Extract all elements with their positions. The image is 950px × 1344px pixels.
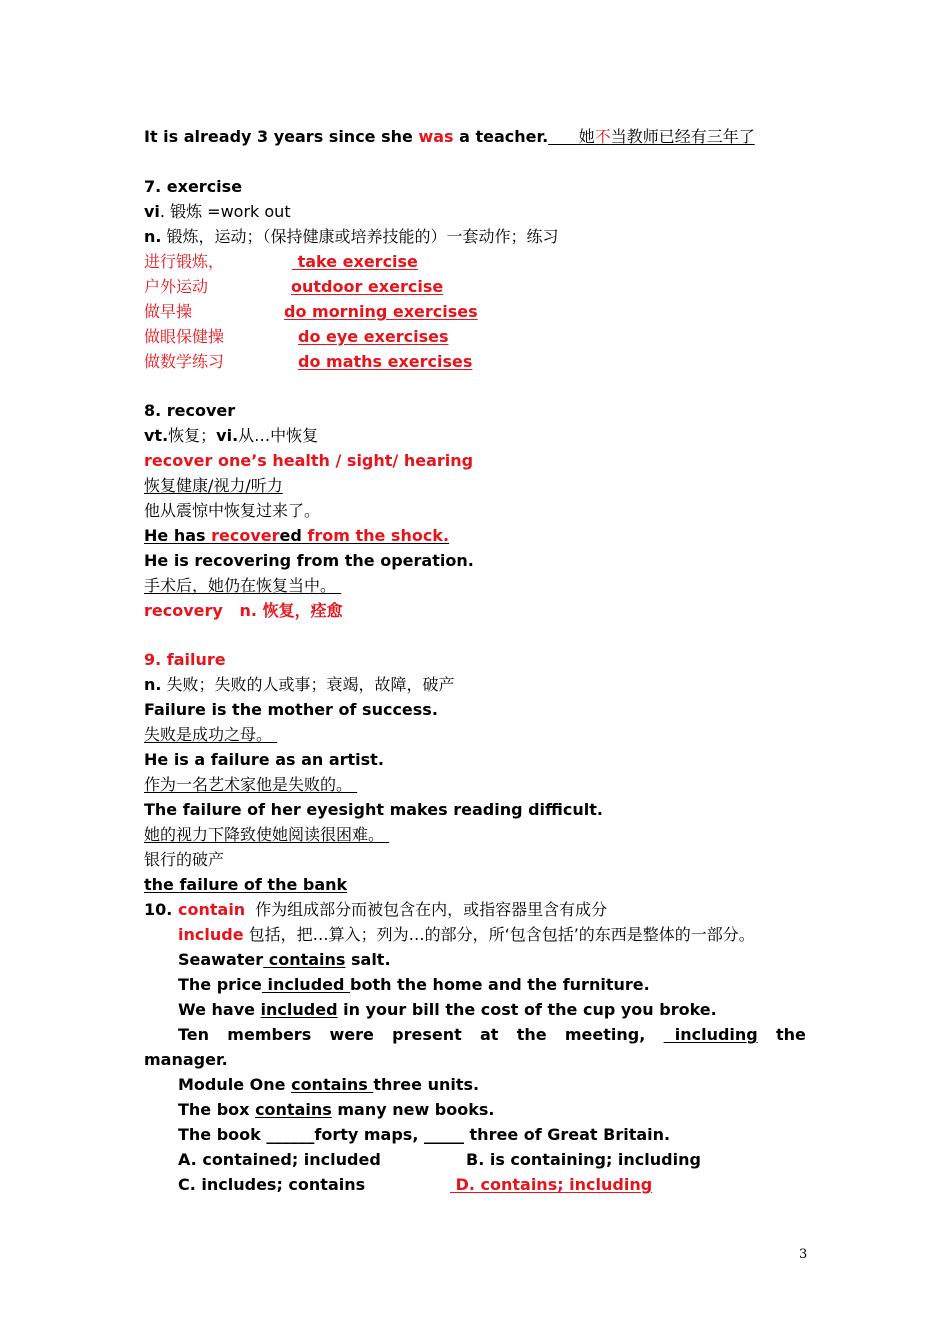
option-b: B. is containing; including (466, 1150, 701, 1169)
ex-part: many new books. (331, 1100, 495, 1119)
contain-ex5 (178, 1072, 479, 1097)
ex-keyword: contains (291, 1075, 374, 1094)
failure-ex3-zh: 她的视力下降致使她阅读很困难。 (144, 825, 390, 844)
ex4-word: were (329, 1025, 374, 1044)
contain-word: contain (178, 900, 246, 919)
ex-part: We have (178, 1000, 261, 1019)
phrase-row (144, 324, 449, 349)
option-row-1 (178, 1147, 381, 1172)
intro-zh-post: 当教师已经有三年了 (610, 127, 755, 146)
phrase-en: outdoor exercise (291, 277, 444, 296)
ex1-part-red: recover (211, 526, 280, 545)
phrase-en: do morning exercises (284, 302, 478, 321)
section-7-heading: 7. exercise (144, 177, 243, 196)
failure-ex1-en: Failure is the mother of success. (144, 700, 438, 719)
recovery-word: recovery (144, 601, 223, 620)
failure-ex2-en: He is a failure as an artist. (144, 750, 384, 769)
ex-part: The price (178, 975, 262, 994)
ex4-word: Ten (178, 1025, 210, 1044)
n-label: n. (144, 675, 162, 694)
include-def: 包括，把…算入；列为…的部分，所‘包含包括’的东西是整体的一部分。 (243, 925, 755, 944)
intro-zh-not: 不 (594, 127, 611, 146)
phrase-zh: 做眼保健操 (144, 327, 225, 346)
include-ex4-line1 (178, 1022, 806, 1047)
failure-ex2-zh: 作为一名艺术家他是失败的。 (144, 775, 358, 794)
ex4-word: present (392, 1025, 462, 1044)
ex1-part: ed (279, 526, 302, 545)
contain-def: 作为组成部分而被包含在内，或指容器里含有成分 (245, 900, 608, 919)
n-text: 锻炼，运动；（保持健康或培养技能的）一套动作；练习 (161, 227, 559, 246)
phrase-row (144, 274, 444, 299)
vt-label: vt. (144, 426, 169, 445)
n-text: 失败；失败的人或事；衰竭，故障，破产 (161, 675, 455, 694)
ex4-keyword: including (663, 1025, 758, 1044)
option-d-answer: D. contains; including (450, 1175, 653, 1194)
option-c: C. includes; contains (178, 1175, 366, 1194)
ex-keyword: included (260, 1000, 338, 1019)
phrase-row (144, 349, 473, 374)
ex4-word: the (516, 1025, 547, 1044)
contain-ex6 (178, 1097, 494, 1122)
option-a: A. contained; included (178, 1150, 381, 1169)
intro-zh-pre: 她 (578, 127, 595, 146)
section-7-vi (144, 199, 291, 224)
ex4-word: members (227, 1025, 312, 1044)
ex-keyword: contains (263, 950, 346, 969)
ex4-word: the (776, 1025, 806, 1044)
recover-ex1-en (144, 523, 449, 548)
option-row-2 (178, 1172, 365, 1197)
phrase-zh: 进行锻炼， (144, 252, 225, 271)
include-ex2 (178, 972, 650, 997)
ex1-part-red: from the shock. (301, 526, 450, 545)
recover-phrase-zh: 恢复健康/视力/听力 (144, 476, 283, 495)
failure-ex4-zh: 银行的破产 (144, 850, 225, 869)
vi-label: vi (144, 202, 160, 221)
recovery-def: n. 恢复，痊愈 (222, 601, 343, 620)
section-10-contain (144, 897, 608, 922)
n-label: n. (144, 227, 162, 246)
phrase-row (144, 299, 478, 324)
ex-part: in your bill the cost of the cup you broke. (337, 1000, 717, 1019)
include-word: include (178, 925, 244, 944)
ex-part: salt. (345, 950, 391, 969)
ex-part: The box (178, 1100, 256, 1119)
phrase-zh: 做数学练习 (144, 352, 225, 371)
section-8-heading: 8. recover (144, 401, 236, 420)
section-8-def (144, 423, 318, 448)
vi-label: vi. (216, 426, 239, 445)
recover-ex1-zh: 他从震惊中恢复过来了。 (144, 501, 321, 520)
phrase-zh: 做早操 (144, 302, 193, 321)
question: The book ______forty maps, _____ three of Great Britain. (178, 1125, 671, 1144)
vt-text: 恢复； (168, 426, 217, 445)
vi-text: . 锻炼 =work out (159, 202, 291, 221)
ex4-word: at (480, 1025, 499, 1044)
recover-ex2-en: He is recovering from the operation. (144, 551, 474, 570)
phrase-row (144, 249, 418, 274)
ex-part: Module One (178, 1075, 292, 1094)
section-9-heading: 9. failure (144, 650, 226, 669)
intro-en-post: a teacher. (453, 127, 549, 146)
intro-zh (548, 127, 755, 146)
page-number: 3 (799, 1247, 808, 1262)
intro-sentence (144, 124, 755, 149)
recover-phrase: recover one’s health / sight/ hearing (144, 451, 474, 470)
failure-ex1-zh: 失败是成功之母。 (144, 725, 278, 744)
ex-part: Seawater (178, 950, 264, 969)
ex-part: both the home and the furniture. (350, 975, 650, 994)
ex4-word: meeting, (564, 1025, 646, 1044)
ex1-part: He has (144, 526, 212, 545)
ex-keyword: included (261, 975, 351, 994)
phrase-en: take exercise (292, 252, 418, 271)
contain-ex1 (178, 947, 391, 972)
vi-text: 从…中恢复 (238, 426, 319, 445)
section-10-number: 10. (144, 900, 173, 919)
section-7-n (144, 224, 559, 249)
recover-ex2-zh: 手术后，她仍在恢复当中。 (144, 576, 342, 595)
failure-ex4-en: the failure of the bank (144, 875, 348, 894)
ex-keyword: contains (255, 1100, 332, 1119)
ex-part: three units. (373, 1075, 480, 1094)
section-10-include (178, 922, 755, 947)
intro-gap (548, 127, 579, 146)
failure-ex3-en: The failure of her eyesight makes reading difficult. (144, 800, 603, 819)
recovery-line (144, 598, 343, 623)
section-9-def (144, 672, 455, 697)
include-ex3 (178, 997, 717, 1022)
phrase-zh: 户外运动 (144, 277, 209, 296)
include-ex4-line2: manager. (144, 1050, 228, 1069)
phrase-en: do eye exercises (298, 327, 449, 346)
phrase-en: do maths exercises (298, 352, 473, 371)
intro-en-pre: It is already 3 years since she (144, 127, 419, 146)
intro-en-was: was (418, 127, 454, 146)
